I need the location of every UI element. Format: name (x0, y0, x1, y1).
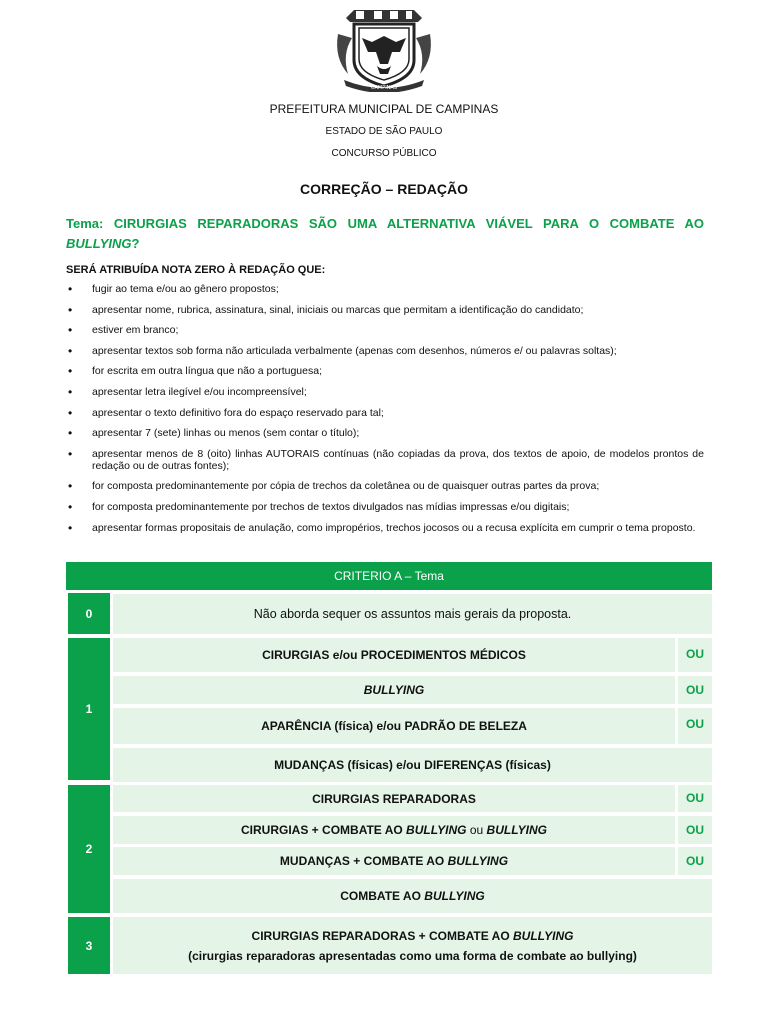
table-cell: CIRURGIAS e/ou PROCEDIMENTOS MÉDICOS (113, 638, 675, 672)
list-item: • apresentar textos sob forma não articulada verbalmente (apenas com desenhos, números e/ ou palavras soltas); (66, 345, 704, 357)
cell-text: COMBATE AO (340, 889, 421, 903)
tema-text: CIRURGIAS REPARADORAS SÃO UMA ALTERNATIVA VIÁVEL PARA O COMBATE AO (113, 216, 704, 231)
score-2: 2 (68, 785, 110, 913)
list-item: • apresentar 7 (sete) linhas ou menos (sem contar o título); (66, 427, 704, 439)
coat-of-arms-seal (332, 8, 436, 92)
cell-italic: BULLYING (447, 854, 509, 868)
header-prefeitura: PREFEITURA MUNICIPAL DE CAMPINAS (269, 102, 499, 116)
page-title: CORREÇÃO – REDAÇÃO (299, 181, 468, 197)
cell-text: CIRURGIAS + COMBATE AO (241, 823, 403, 837)
table-cell: BULLYING (113, 676, 675, 704)
cell-italic: BULLYING (513, 928, 574, 943)
seal-text: CAMPINAS (370, 85, 398, 91)
list-item: • for composta predominantemente por trechos de textos divulgados nas mídias impressas e/ou digitais; (66, 501, 704, 513)
cell-text: CIRURGIAS REPARADORAS + COMBATE AO (251, 928, 510, 943)
score-3: 3 (68, 917, 110, 974)
list-item: • for escrita em outra língua que não a portuguesa; (66, 365, 704, 377)
tema-italic: BULLYING (66, 236, 132, 251)
tema-end: ? (131, 236, 140, 251)
list-item: • for composta predominantemente por cópia de trechos da coletânea ou de quaisquer outras partes da prova; (66, 480, 704, 492)
criterion-word: Tema (414, 569, 444, 583)
score-1: 1 (68, 638, 110, 780)
cell-line: (cirurgias reparadoras apresentadas como uma forma de combate ao bullying) (188, 948, 637, 963)
table-cell (113, 917, 712, 974)
list-item: • apresentar nome, rubrica, assinatura, sinal, iniciais ou marcas que permitam a identificação do candidato; (66, 304, 704, 316)
criterion-label: CRITERIO A – (334, 569, 412, 583)
list-item: • apresentar o texto definitivo fora do espaço reservado para tal; (66, 407, 704, 419)
cell-italic: BULLYING (486, 823, 547, 837)
list-item: • apresentar letra ilegível e/ou incompreensível; (66, 386, 704, 398)
table-cell: CIRURGIAS REPARADORAS (113, 785, 675, 812)
list-item: • fugir ao tema e/ou ao gênero propostos; (66, 283, 704, 295)
header-concurso: CONCURSO PÚBLICO (331, 148, 437, 159)
table-cell: Não aborda sequer os assuntos mais gerais da proposta. (113, 594, 712, 634)
ou-label: OU (678, 676, 712, 704)
ou-label: OU (678, 816, 712, 844)
ou-label: OU (678, 847, 712, 875)
cell-italic: BULLYING (406, 823, 467, 837)
ou-label: OU (678, 708, 712, 744)
table-cell (113, 816, 675, 844)
cell-text: MUDANÇAS + COMBATE AO (279, 854, 445, 868)
criterion-header (66, 562, 712, 590)
zero-grade-title: SERÁ ATRIBUÍDA NOTA ZERO À REDAÇÃO QUE: (66, 264, 326, 276)
ou-label: OU (678, 785, 712, 812)
list-item: • apresentar menos de 8 (oito) linhas AUTORAIS contínuas (não copiadas da prova, dos textos de apoio, de modelos prontos de redação ou de outras fontes); (66, 448, 704, 472)
table-cell: APARÊNCIA (física) e/ou PADRÃO DE BELEZA (113, 708, 675, 744)
table-cell (113, 847, 675, 875)
ou-label: OU (678, 638, 712, 672)
table-cell (113, 879, 712, 913)
list-item: • estiver em branco; (66, 324, 704, 336)
zero-grade-list (66, 283, 704, 542)
cell-italic: BULLYING (424, 889, 485, 903)
list-item: • apresentar formas propositais de anulação, como impropérios, trechos jocosos ou a recusa explícita em cumprir o tema proposto. (66, 522, 704, 534)
cell-line (252, 926, 574, 946)
tema-statement (66, 214, 704, 254)
header-estado: ESTADO DE SÃO PAULO (325, 126, 443, 137)
cell-or: ou (469, 823, 484, 837)
score-0: 0 (68, 593, 110, 634)
table-cell: MUDANÇAS (físicas) e/ou DIFERENÇAS (físicas) (113, 748, 712, 782)
tema-label: Tema: (66, 216, 104, 231)
